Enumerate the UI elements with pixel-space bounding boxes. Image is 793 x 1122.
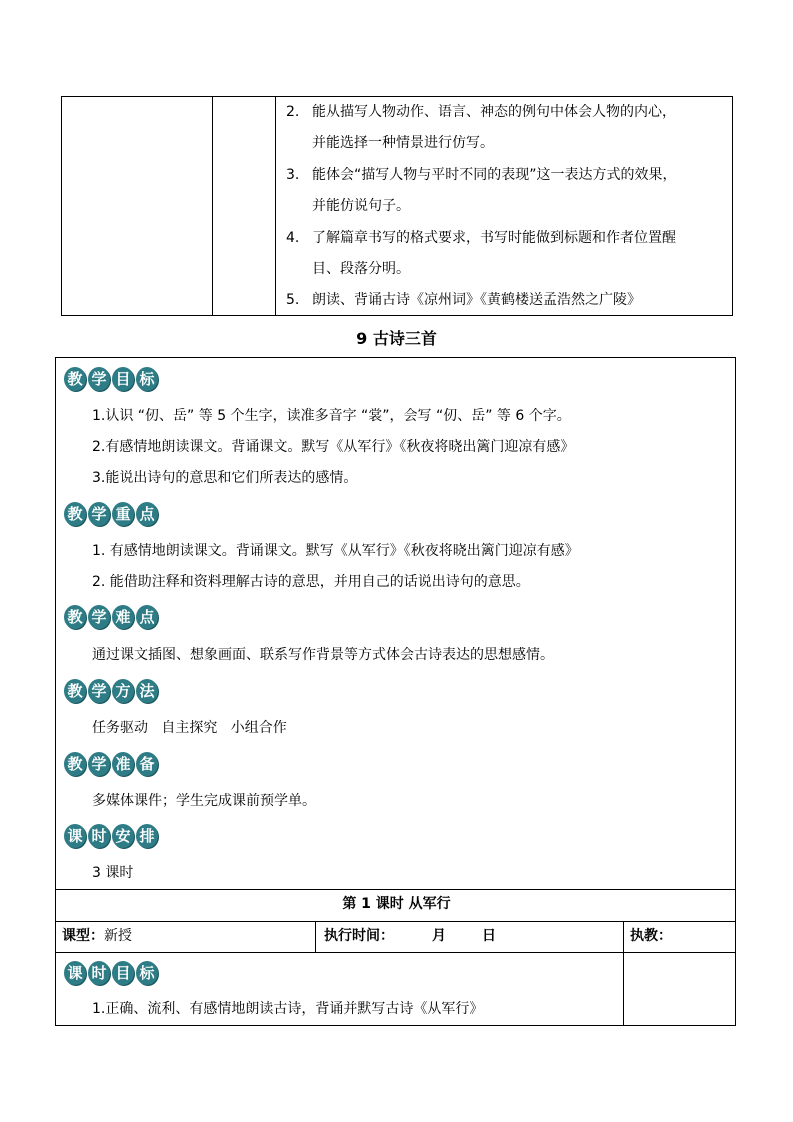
difficulty-line-1: 通过课文插图、想象画面、联系写作背景等方式体会古诗表达的思想感情。 (92, 647, 554, 663)
banner-difficulties: 教 学 难 点 (64, 605, 160, 631)
col-divider (623, 921, 624, 1025)
row-divider (56, 921, 735, 922)
banner-methods: 教 学 方 法 (64, 679, 160, 705)
objective-item-3-cont: 并能仿说句子。 (312, 198, 410, 214)
lesson-title: 9 古诗三首 (356, 329, 437, 348)
objective-item-4-cont: 目、段落分明。 (312, 261, 410, 277)
period-title: 第 1 课时 从军行 (342, 896, 451, 912)
banner-period-goals: 课 时 目 标 (64, 961, 160, 987)
row-divider (56, 952, 735, 953)
banner-teaching-goals: 教 学 目 标 (64, 367, 160, 393)
objective-item-5: 5. 朗读、背诵古诗《凉州词》《黄鹤楼送孟浩然之广陵》 (286, 292, 641, 308)
table-divider (275, 97, 276, 315)
banner-preparation: 教 学 准 备 (64, 752, 160, 778)
goal-line-2: 2.有感情地朗读课文。背诵课文。默写《从军行》《秋夜将晓出篱门迎凉有感》 (92, 439, 575, 455)
preparation-line-1: 多媒体课件；学生完成课前预学单。 (92, 793, 316, 809)
objective-item-3: 3. 能体会“描写人物与平时不同的表现”这一表达方式的效果， (286, 167, 677, 183)
methods-line-1: 任务驱动 自主探究 小组合作 (92, 720, 287, 736)
lesson-type: 课型：新授 (62, 928, 132, 944)
table-divider (212, 97, 213, 315)
goal-line-1: 1.认识 “仞、岳” 等 5 个生字，读准多音字 “裳”，会写 “仞、岳” 等 6 个字。 (92, 408, 571, 424)
banner-schedule: 课 时 安 排 (64, 824, 160, 850)
key-point-line-2: 2. 能借助注释和资料理解古诗的意思，并用自己的话说出诗句的意思。 (92, 574, 530, 590)
teacher-label: 执教： (630, 928, 672, 944)
execution-time: 执行时间： 月 日 (324, 928, 496, 944)
objective-item-2: 2. 能从描写人物动作、语言、神态的例句中体会人物的内心， (286, 104, 676, 120)
period-goal-line-1: 1.正确、流利、有感情地朗读古诗，背诵并默写古诗《从军行》 (92, 1001, 484, 1017)
banner-key-points: 教 学 重 点 (64, 502, 160, 528)
objective-item-2-cont: 并能选择一种情景进行仿写。 (312, 135, 494, 151)
goal-line-3: 3.能说出诗句的意思和它们所表达的感情。 (92, 470, 358, 486)
schedule-line-1: 3 课时 (92, 865, 134, 881)
key-point-line-1: 1. 有感情地朗读课文。背诵课文。默写《从军行》《秋夜将晓出篱门迎凉有感》 (92, 543, 579, 559)
col-divider (315, 921, 316, 952)
objective-item-4: 4. 了解篇章书写的格式要求，书写时能做到标题和作者位置醒 (286, 230, 676, 246)
